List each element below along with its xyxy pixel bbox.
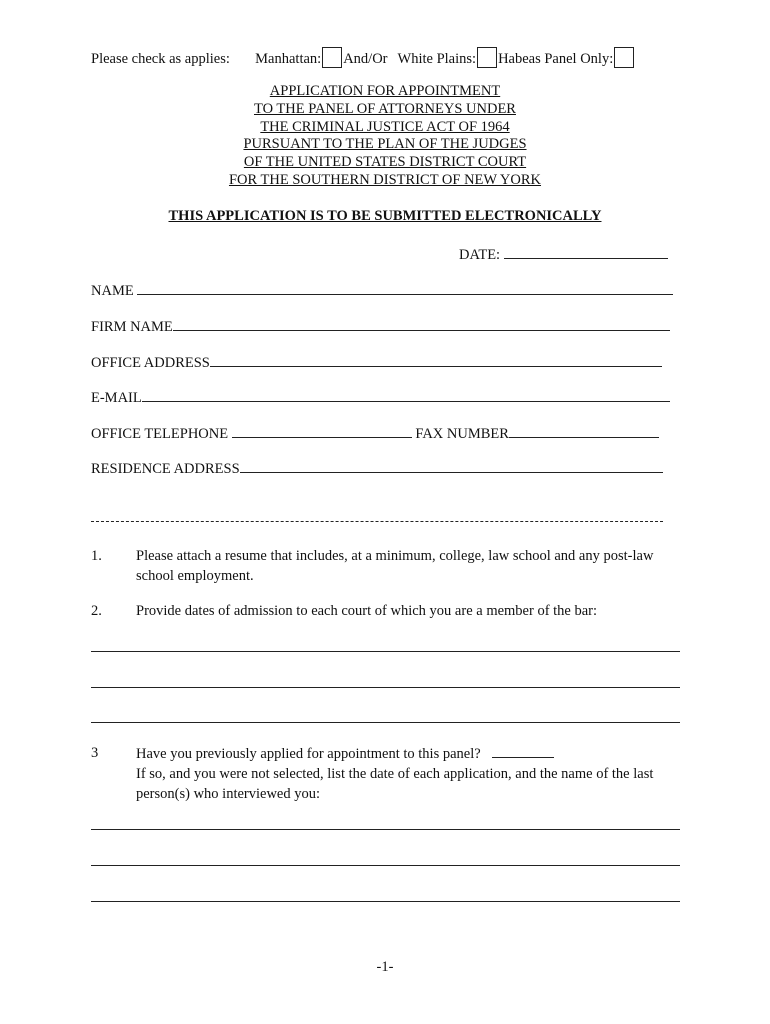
application-history-line[interactable] bbox=[91, 829, 680, 830]
office-telephone-field[interactable] bbox=[232, 423, 412, 438]
fax-number-label: FAX NUMBER bbox=[415, 426, 509, 442]
question-text: Provide dates of admission to each court of which you are a member of the bar: bbox=[136, 603, 598, 619]
admission-answer-line[interactable] bbox=[91, 651, 680, 652]
date-field[interactable] bbox=[504, 244, 668, 259]
office-address-label: OFFICE ADDRESS bbox=[91, 355, 210, 371]
email-row bbox=[91, 387, 670, 407]
admission-answer-line[interactable] bbox=[91, 687, 680, 688]
check-prompt: Please check as applies: bbox=[91, 51, 230, 67]
question-text: Please attach a resume that includes, at a minimum, college, law school and any post-law school employment. bbox=[136, 548, 654, 584]
white-plains-label: White Plains: bbox=[397, 51, 477, 67]
date-row bbox=[459, 244, 668, 264]
question-text-line-1: Have you previously applied for appointment to this panel? bbox=[136, 746, 481, 762]
office-address-field[interactable] bbox=[210, 352, 662, 367]
firm-name-row bbox=[91, 316, 670, 336]
application-history-line[interactable] bbox=[91, 901, 680, 902]
manhattan-checkbox[interactable] bbox=[322, 47, 342, 68]
residence-address-label: RESIDENCE ADDRESS bbox=[91, 461, 240, 477]
and-or-label: And/Or bbox=[343, 51, 388, 67]
habeas-checkbox[interactable] bbox=[614, 47, 634, 68]
check-applies-row bbox=[91, 47, 635, 68]
page-number: -1- bbox=[376, 959, 394, 975]
question-number: 3 bbox=[91, 745, 99, 761]
dashed-separator bbox=[91, 521, 663, 522]
name-field[interactable] bbox=[137, 280, 673, 295]
habeas-label: Habeas Panel Only: bbox=[498, 51, 614, 67]
name-row bbox=[91, 280, 673, 300]
name-label: NAME bbox=[91, 283, 134, 299]
application-history-line[interactable] bbox=[91, 865, 680, 866]
residence-address-row bbox=[91, 458, 663, 478]
admission-answer-line[interactable] bbox=[91, 722, 680, 723]
firm-name-field[interactable] bbox=[173, 316, 670, 331]
email-field[interactable] bbox=[142, 387, 670, 402]
question-1 bbox=[0, 546, 770, 590]
title-line: THE CRIMINAL JUSTICE ACT OF 1964 bbox=[260, 118, 510, 135]
date-label: DATE: bbox=[459, 247, 501, 263]
question-text bbox=[136, 743, 681, 804]
title-line: PURSUANT TO THE PLAN OF THE JUDGES bbox=[243, 136, 527, 153]
office-telephone-label: OFFICE TELEPHONE bbox=[91, 426, 229, 442]
question-number: 2. bbox=[91, 603, 102, 619]
white-plains-checkbox[interactable] bbox=[477, 47, 497, 68]
fax-number-field[interactable] bbox=[509, 423, 659, 438]
email-label: E-MAIL bbox=[91, 390, 142, 406]
question-2 bbox=[0, 601, 770, 623]
application-title bbox=[0, 83, 770, 190]
question-text-line-2: If so, and you were not selected, list the date of each application, and the name of the last person(s) who interviewed you: bbox=[136, 766, 654, 802]
question-3 bbox=[0, 743, 770, 807]
residence-address-field[interactable] bbox=[240, 458, 663, 473]
firm-name-label: FIRM NAME bbox=[91, 319, 173, 335]
electronic-submission-notice: THIS APPLICATION IS TO BE SUBMITTED ELECTRONICALLY bbox=[168, 208, 602, 224]
telephone-fax-row bbox=[91, 423, 659, 443]
previously-applied-field[interactable] bbox=[492, 743, 554, 758]
office-address-row bbox=[91, 352, 662, 372]
title-line: APPLICATION FOR APPOINTMENT bbox=[269, 83, 501, 99]
question-number: 1. bbox=[91, 548, 102, 564]
title-line: FOR THE SOUTHERN DISTRICT OF NEW YORK bbox=[228, 171, 542, 188]
manhattan-label: Manhattan: bbox=[255, 51, 322, 67]
title-line: OF THE UNITED STATES DISTRICT COURT bbox=[243, 154, 527, 171]
title-line: TO THE PANEL OF ATTORNEYS UNDER bbox=[254, 100, 516, 117]
